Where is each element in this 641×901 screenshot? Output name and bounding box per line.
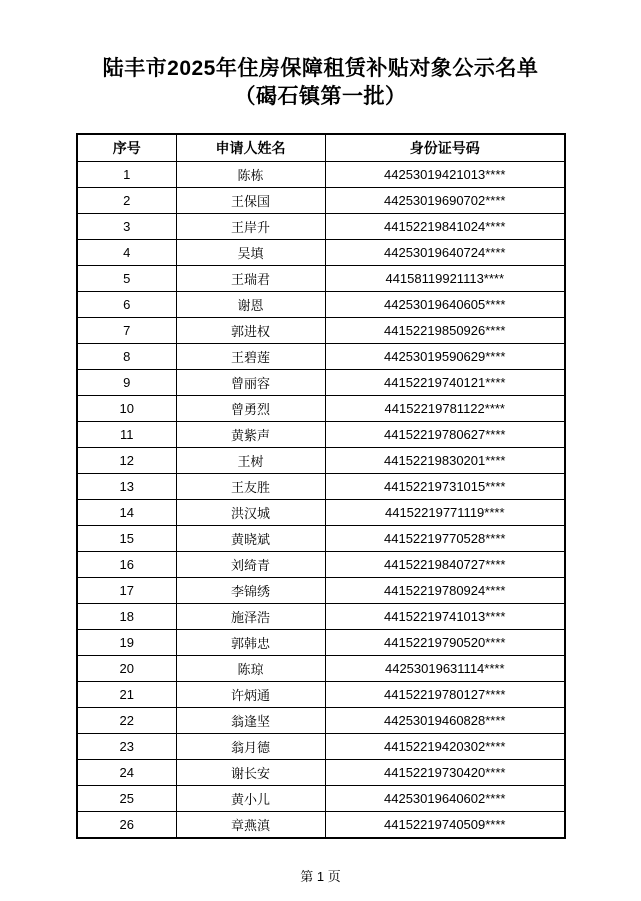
serial-number-cell: 5 — [77, 266, 176, 292]
table-row — [77, 708, 565, 734]
applicant-name-cell: 黄小儿 — [176, 786, 325, 812]
id-number-cell: 44152219771119**** — [325, 500, 565, 526]
id-number-cell: 44152219740121**** — [325, 370, 565, 396]
applicant-name-cell: 王碧莲 — [176, 344, 325, 370]
id-number-cell: 44152219780127**** — [325, 682, 565, 708]
table-header-row — [77, 134, 565, 162]
id-number-cell: 44158119921113**** — [325, 266, 565, 292]
id-number-cell: 44152219731015**** — [325, 474, 565, 500]
table-row — [77, 604, 565, 630]
id-number-cell: 44253019590629**** — [325, 344, 565, 370]
applicant-name-cell: 陈琼 — [176, 656, 325, 682]
id-number-cell: 44152219780627**** — [325, 422, 565, 448]
applicant-name-cell: 洪汉城 — [176, 500, 325, 526]
id-number-cell: 44152219740509**** — [325, 812, 565, 839]
table-row — [77, 474, 565, 500]
table-row — [77, 760, 565, 786]
serial-number-cell: 8 — [77, 344, 176, 370]
serial-number-cell: 11 — [77, 422, 176, 448]
applicant-name-cell: 王树 — [176, 448, 325, 474]
id-number-cell: 44253019640605**** — [325, 292, 565, 318]
applicant-name-cell: 谢恩 — [176, 292, 325, 318]
applicant-name-cell: 章燕滇 — [176, 812, 325, 839]
serial-number-cell: 26 — [77, 812, 176, 839]
id-number-cell: 44152219730420**** — [325, 760, 565, 786]
id-number-cell: 44152219770528**** — [325, 526, 565, 552]
serial-number-cell: 7 — [77, 318, 176, 344]
serial-number-cell: 24 — [77, 760, 176, 786]
serial-number-cell: 19 — [77, 630, 176, 656]
applicant-name-cell: 许炳通 — [176, 682, 325, 708]
serial-number-cell: 10 — [77, 396, 176, 422]
applicant-name-cell: 吴填 — [176, 240, 325, 266]
applicant-name-cell: 王瑞君 — [176, 266, 325, 292]
serial-number-cell: 1 — [77, 162, 176, 188]
applicant-name-cell: 曾勇烈 — [176, 396, 325, 422]
serial-number-cell: 2 — [77, 188, 176, 214]
table-row — [77, 812, 565, 839]
id-number-cell: 44152219420302**** — [325, 734, 565, 760]
id-number-cell: 44152219830201**** — [325, 448, 565, 474]
applicant-name-cell: 曾丽容 — [176, 370, 325, 396]
header-applicant-name: 申请人姓名 — [176, 134, 325, 162]
id-number-cell: 44152219780924**** — [325, 578, 565, 604]
applicant-name-cell: 谢长安 — [176, 760, 325, 786]
applicant-name-cell: 郭韩忠 — [176, 630, 325, 656]
id-number-cell: 44152219850926**** — [325, 318, 565, 344]
applicant-name-cell: 翁月德 — [176, 734, 325, 760]
id-number-cell: 44152219790520**** — [325, 630, 565, 656]
applicant-name-cell: 施泽浩 — [176, 604, 325, 630]
serial-number-cell: 14 — [77, 500, 176, 526]
table-row — [77, 162, 565, 188]
id-number-cell: 44152219840727**** — [325, 552, 565, 578]
applicant-name-cell: 王友胜 — [176, 474, 325, 500]
applicant-name-cell: 黄晓斌 — [176, 526, 325, 552]
id-number-cell: 44253019421013**** — [325, 162, 565, 188]
id-number-cell: 44253019640602**** — [325, 786, 565, 812]
document-title-line-1: 陆丰市2025年住房保障租赁补贴对象公示名单 — [102, 57, 539, 80]
applicant-name-cell: 郭进权 — [176, 318, 325, 344]
table-row — [77, 500, 565, 526]
table-row — [77, 266, 565, 292]
table-row — [77, 448, 565, 474]
table-row — [77, 526, 565, 552]
serial-number-cell: 17 — [77, 578, 176, 604]
applicant-name-cell: 李锦绣 — [176, 578, 325, 604]
table-row — [77, 422, 565, 448]
serial-number-cell: 20 — [77, 656, 176, 682]
id-number-cell: 44152219841024**** — [325, 214, 565, 240]
id-number-cell: 44253019460828**** — [325, 708, 565, 734]
serial-number-cell: 25 — [77, 786, 176, 812]
header-id-number: 身份证号码 — [325, 134, 565, 162]
serial-number-cell: 6 — [77, 292, 176, 318]
applicant-name-cell: 王岸升 — [176, 214, 325, 240]
page-number: 第 1 页 — [300, 869, 341, 885]
id-number-cell: 44152219741013**** — [325, 604, 565, 630]
table-row — [77, 656, 565, 682]
id-number-cell: 44253019690702**** — [325, 188, 565, 214]
applicant-name-cell: 黄紫声 — [176, 422, 325, 448]
table-row — [77, 370, 565, 396]
table-body — [77, 162, 565, 839]
serial-number-cell: 15 — [77, 526, 176, 552]
subsidy-recipients-table — [76, 133, 566, 839]
header-serial-number: 序号 — [77, 134, 176, 162]
table-row — [77, 734, 565, 760]
applicant-name-cell: 翁逢坚 — [176, 708, 325, 734]
serial-number-cell: 13 — [77, 474, 176, 500]
table-row — [77, 188, 565, 214]
table-row — [77, 292, 565, 318]
table-row — [77, 578, 565, 604]
serial-number-cell: 23 — [77, 734, 176, 760]
serial-number-cell: 18 — [77, 604, 176, 630]
id-number-cell: 44253019640724**** — [325, 240, 565, 266]
table-row — [77, 344, 565, 370]
table-row — [77, 682, 565, 708]
serial-number-cell: 16 — [77, 552, 176, 578]
serial-number-cell: 12 — [77, 448, 176, 474]
serial-number-cell: 21 — [77, 682, 176, 708]
table-row — [77, 552, 565, 578]
table-row — [77, 214, 565, 240]
applicant-name-cell: 王保国 — [176, 188, 325, 214]
applicant-name-cell: 陈栋 — [176, 162, 325, 188]
table-row — [77, 396, 565, 422]
document-title-line-2: （碣石镇第一批） — [234, 84, 407, 108]
document-title-block — [0, 0, 641, 110]
applicant-name-cell: 刘绮青 — [176, 552, 325, 578]
serial-number-cell: 4 — [77, 240, 176, 266]
serial-number-cell: 3 — [77, 214, 176, 240]
table-row — [77, 240, 565, 266]
id-number-cell: 44152219781122**** — [325, 396, 565, 422]
serial-number-cell: 9 — [77, 370, 176, 396]
table-row — [77, 630, 565, 656]
table-row — [77, 318, 565, 344]
table-row — [77, 786, 565, 812]
id-number-cell: 44253019631114**** — [325, 656, 565, 682]
serial-number-cell: 22 — [77, 708, 176, 734]
